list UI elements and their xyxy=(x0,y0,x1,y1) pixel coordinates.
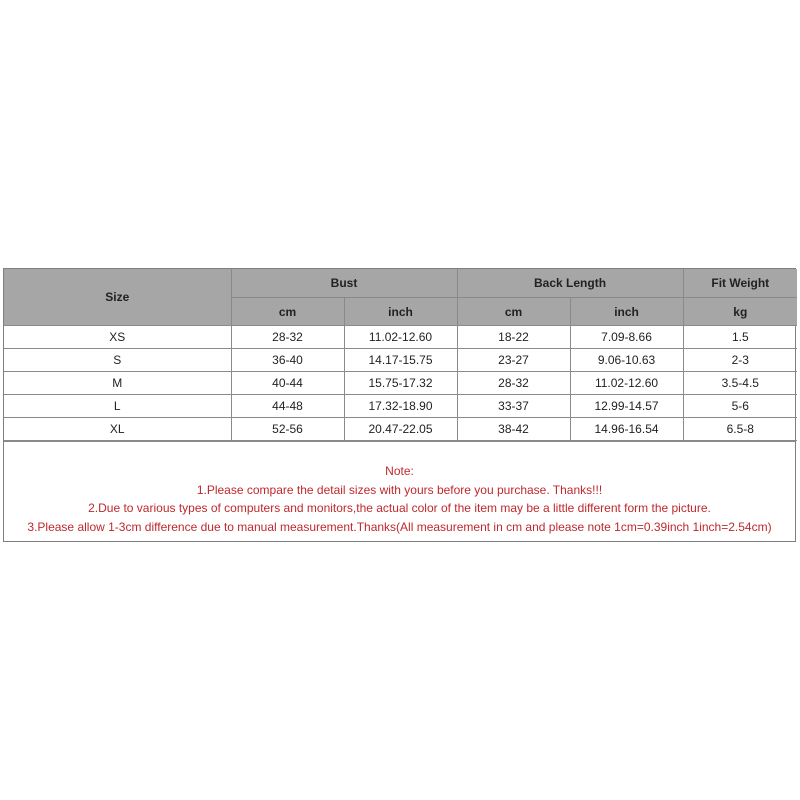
table-row xyxy=(4,372,797,395)
weight-cell: 5-6 xyxy=(683,395,797,418)
bust-inch-cell: 14.17-15.75 xyxy=(344,349,457,372)
bust-inch-header: inch xyxy=(344,298,457,326)
back-cm-cell: 18-22 xyxy=(457,326,570,349)
size-header: Size xyxy=(4,269,231,326)
size-chart xyxy=(3,268,796,542)
weight-unit-header: kg xyxy=(683,298,797,326)
fit-weight-header: Fit Weight xyxy=(683,269,797,298)
size-cell: S xyxy=(4,349,231,372)
weight-cell: 1.5 xyxy=(683,326,797,349)
bust-cm-cell: 36-40 xyxy=(231,349,344,372)
bust-header: Bust xyxy=(231,269,457,298)
bust-cm-cell: 44-48 xyxy=(231,395,344,418)
table-row xyxy=(4,418,797,441)
back-inch-cell: 7.09-8.66 xyxy=(570,326,683,349)
bust-inch-cell: 20.47-22.05 xyxy=(344,418,457,441)
bust-inch-cell: 11.02-12.60 xyxy=(344,326,457,349)
back-inch-cell: 9.06-10.63 xyxy=(570,349,683,372)
back-inch-header: inch xyxy=(570,298,683,326)
bust-inch-cell: 15.75-17.32 xyxy=(344,372,457,395)
bust-inch-cell: 17.32-18.90 xyxy=(344,395,457,418)
weight-cell: 6.5-8 xyxy=(683,418,797,441)
notes-section xyxy=(4,441,795,541)
size-cell: XS xyxy=(4,326,231,349)
back-cm-cell: 28-32 xyxy=(457,372,570,395)
note-line-3: 3.Please allow 1-3cm difference due to manual measurement.Thanks(All measurement in cm and please note 1cm=0.39inch 1inch=2.54cm) xyxy=(27,519,772,534)
back-cm-header: cm xyxy=(457,298,570,326)
table-row xyxy=(4,349,797,372)
back-inch-cell: 12.99-14.57 xyxy=(570,395,683,418)
size-table xyxy=(4,269,797,441)
weight-cell: 3.5-4.5 xyxy=(683,372,797,395)
note-title: Note: xyxy=(385,464,414,478)
back-length-header: Back Length xyxy=(457,269,683,298)
bust-cm-header: cm xyxy=(231,298,344,326)
weight-cell: 2-3 xyxy=(683,349,797,372)
header-row-top xyxy=(4,269,797,298)
back-cm-cell: 23-27 xyxy=(457,349,570,372)
note-line-1: 1.Please compare the detail sizes with yours before you purchase. Thanks!!! xyxy=(196,482,603,497)
back-inch-cell: 14.96-16.54 xyxy=(570,418,683,441)
bust-cm-cell: 40-44 xyxy=(231,372,344,395)
table-row xyxy=(4,326,797,349)
note-line-2: 2.Due to various types of computers and monitors,the actual color of the item may be a little different form the picture. xyxy=(88,501,711,515)
back-inch-cell: 11.02-12.60 xyxy=(570,372,683,395)
size-cell: L xyxy=(4,395,231,418)
size-cell: M xyxy=(4,372,231,395)
table-row xyxy=(4,395,797,418)
size-cell: XL xyxy=(4,418,231,441)
back-cm-cell: 38-42 xyxy=(457,418,570,441)
bust-cm-cell: 28-32 xyxy=(231,326,344,349)
bust-cm-cell: 52-56 xyxy=(231,418,344,441)
back-cm-cell: 33-37 xyxy=(457,395,570,418)
